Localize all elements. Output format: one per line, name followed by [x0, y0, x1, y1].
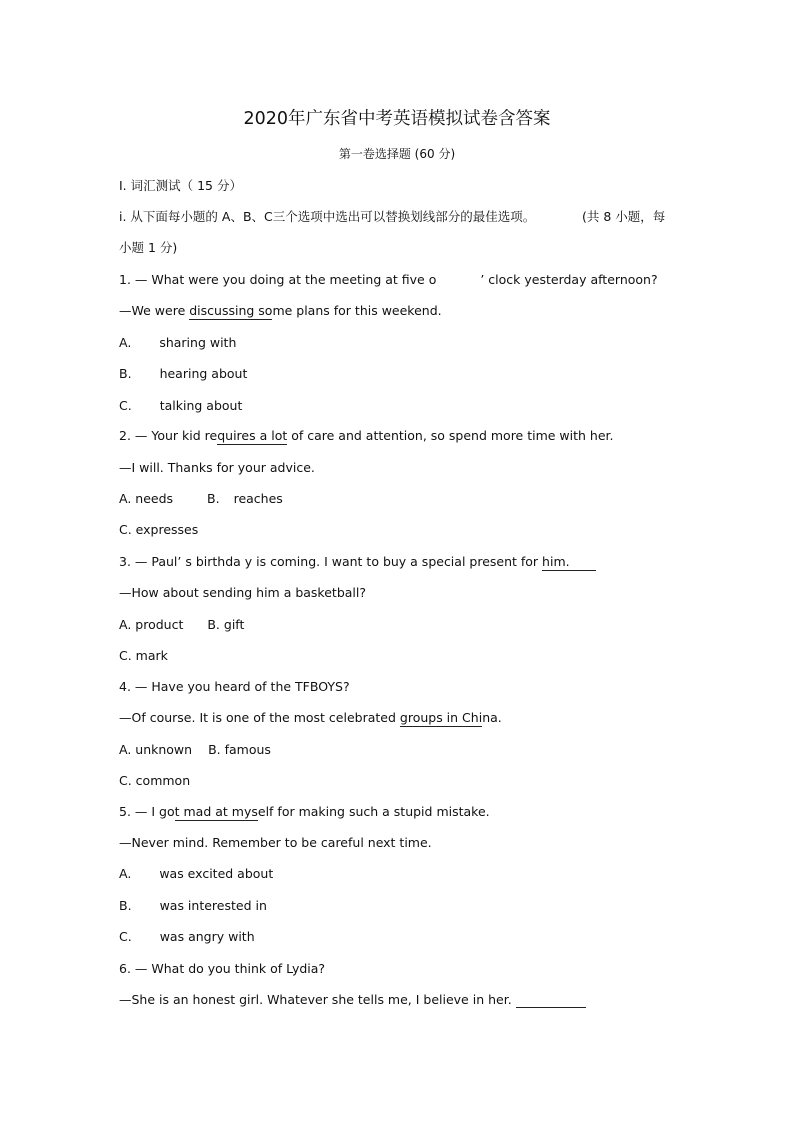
option-text: hearing about [159, 366, 248, 381]
section-title: 第一卷选择题 (60 分) [338, 147, 456, 161]
question-5-pre: 5. — I go [119, 804, 175, 819]
question-3-underlined: him. [542, 554, 596, 571]
question-5-post: elf for making such a stupid mistake. [257, 804, 490, 819]
option-2ab [119, 491, 283, 507]
answer-1-post: me plans for this weekend. [272, 303, 442, 318]
document-title: 2020年广东省中考英语模拟试卷含答案 [243, 109, 551, 129]
option-4ab [119, 742, 271, 758]
answer-1-underlined: discussing so [189, 303, 273, 318]
option-letter: A. [119, 866, 132, 881]
answer-4-pre: —Of course. It is one of the most celebrated [119, 710, 400, 725]
answer-2: —I will. Thanks for your advice. [119, 460, 315, 475]
answer-5: —Never mind. Remember to be careful next time. [119, 835, 432, 850]
part-heading: I. 词汇测试（ 15 分） [119, 178, 242, 193]
instruction-text: i. 从下面每小题的 A、B、C三个选项中选出可以替换划线部分的最佳选项。 [119, 209, 536, 224]
answer-3: —How about sending him a basketball? [119, 585, 366, 600]
answer-1 [119, 303, 442, 319]
question-1-text-end: ’ clock yesterday afternoon? [480, 272, 658, 287]
question-2 [119, 428, 614, 444]
option-letter: A. [119, 335, 132, 350]
option-a: A. unknown [119, 742, 193, 757]
option-text: talking about [159, 398, 243, 413]
option-1c [119, 398, 242, 414]
answer-6-text: —She is an honest girl. Whatever she tells me, I believe in her. [119, 992, 516, 1007]
question-2-underlined: quires a lot [217, 428, 288, 443]
option-5b [119, 898, 267, 914]
instruction-line-2: 小题 1 分) [119, 240, 178, 255]
answer-1-pre: —We were [119, 303, 190, 318]
question-4: 4. — Have you heard of the TFBOYS? [119, 679, 350, 694]
instruction-line-1-right: (共 8 小题，每 [582, 209, 666, 224]
answer-6-blank [516, 994, 586, 1008]
option-letter: C. [119, 398, 132, 413]
option-1a [119, 335, 236, 351]
question-5 [119, 804, 490, 820]
option-5a [119, 866, 273, 882]
option-b: B. famous [208, 742, 271, 757]
answer-6 [119, 992, 586, 1008]
option-a: A. product [119, 617, 184, 632]
option-a: A. needs [119, 491, 174, 506]
instruction-line-1 [119, 209, 535, 225]
answer-4 [119, 710, 502, 726]
option-3c: C. mark [119, 648, 168, 663]
question-6: 6. — What do you think of Lydia? [119, 961, 326, 976]
option-letter: B. [119, 366, 132, 381]
answer-4-post: na. [482, 710, 502, 725]
question-2-post: of care and attention, so spend more time with her. [287, 428, 614, 443]
answer-4-underlined: groups in Chi [399, 710, 483, 725]
option-5c [119, 929, 255, 945]
option-text: was interested in [159, 898, 267, 913]
question-5-underlined: t mad at mys [174, 804, 258, 819]
option-3ab [119, 617, 244, 633]
option-b-text: reaches [233, 491, 283, 506]
option-text: was angry with [159, 929, 255, 944]
question-3-pre: 3. — Paul’ s birthda y is coming. I want to buy a special present for [119, 554, 543, 569]
question-3 [119, 554, 596, 570]
question-1 [119, 272, 658, 288]
option-letter: C. [119, 929, 132, 944]
option-b: B. gift [207, 617, 245, 632]
option-1b [119, 366, 247, 382]
option-text: was excited about [159, 866, 274, 881]
option-b-letter: B. [207, 491, 220, 506]
option-2c: C. expresses [119, 522, 199, 537]
option-letter: B. [119, 898, 132, 913]
option-4c: C. common [119, 773, 191, 788]
question-2-pre: 2. — Your kid re [119, 428, 218, 443]
option-text: sharing with [159, 335, 237, 350]
question-1-text: 1. — What were you doing at the meeting at five o [119, 272, 437, 287]
